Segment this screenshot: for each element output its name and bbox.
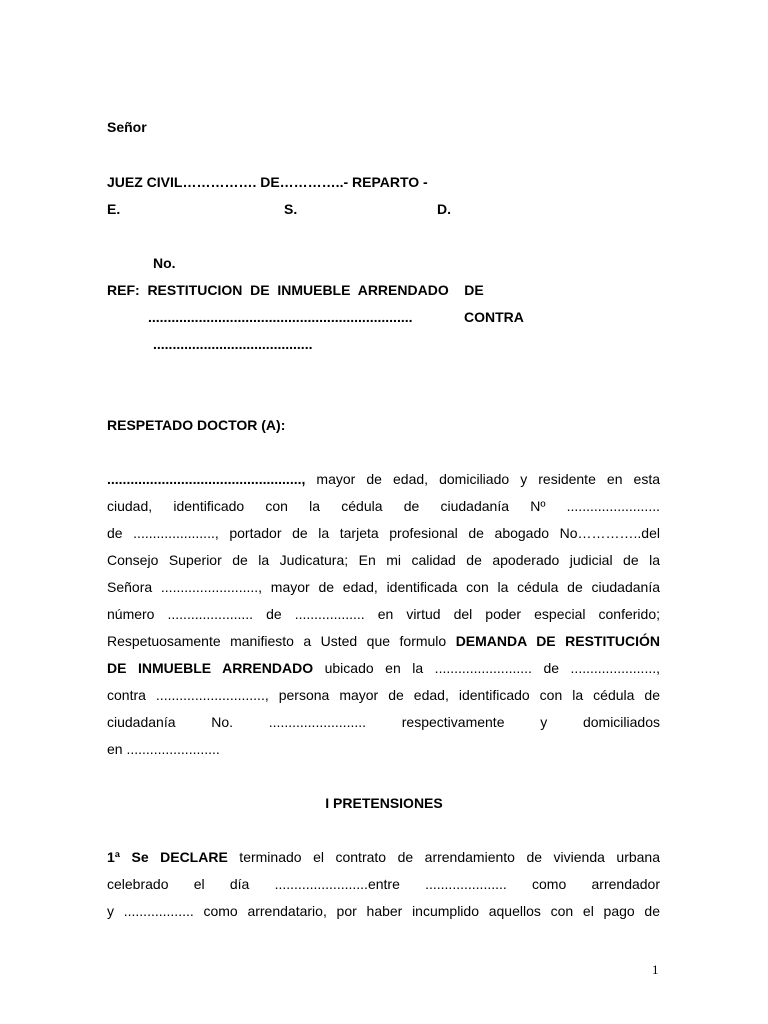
esd-s: S. [284,201,298,217]
body-line-5: Señora ........................., mayor de edad, identificada con la cédula de ciudadanía [107,579,660,595]
body-line-8-rest: ubicado en la ......................... de ......................, [313,660,661,676]
body-line-7-pre: Respetuosamente manifiesto a Usted que formulo [107,633,456,649]
body-line-3: de ....................., portador de la tarjeta profesional de abogado No…………..del [107,525,660,541]
reference-number: No. [153,255,176,271]
body-line-1-rest: mayor de edad, domiciliado y residente en esta [305,471,660,487]
claim-1-bold: Se DECLARE [131,849,228,865]
greeting: RESPETADO DOCTOR (A): [107,417,286,433]
page-number: 1 [652,962,659,977]
body-line-4: Consejo Superior de la Judicatura; En mi calidad de apoderado judicial de la [107,552,660,568]
body-line-6: número ...................... de .................. en virtud del poder especial conferido; [107,606,660,622]
body-line-8 [107,660,660,677]
reference-dots-1: .................................................................... [148,309,413,325]
body-line-7 [107,633,660,650]
claim-1-line-1 [107,849,660,866]
reference-line: REF: RESTITUCION DE INMUEBLE ARRENDADO DE [107,282,484,298]
reference-dots-2: ......................................... [153,336,313,352]
body-line-10: ciudadanía No. ......................... respectivamente y domiciliados [107,714,660,730]
body-line-9: contra ............................, persona mayor de edad, identificado con la cédula de [107,687,660,703]
claim-1-number: 1ª [107,849,120,865]
body-line-11: en ........................ [107,741,220,757]
claim-1-rest: terminado el contrato de arrendamiento de vivienda urbana [227,849,661,865]
claim-1-line-3: y .................. como arrendatario, por haber incumplido aquellos con el pago de [107,903,660,919]
claim-1-line-2: celebrado el día ........................entre ..................... como arrendador [107,876,660,892]
section-title: I PRETENSIONES [325,795,443,811]
salutation: Señor [107,119,147,135]
body-line-7-bold: DEMANDA DE RESTITUCIÓN [455,633,661,649]
body-line-8-bold: DE INMUEBLE ARRENDADO [107,660,314,676]
esd-d: D. [437,201,451,217]
esd-e: E. [107,201,121,217]
body-line-2: ciudad, identificado con la cédula de ciudadanía Nº ........................ [107,498,660,514]
body-line-1 [107,471,660,488]
body-line-1-bold: .................................................., [107,471,306,487]
judge-line: JUEZ CIVIL……………. DE…………..- REPARTO - [107,174,428,190]
reference-contra: CONTRA [464,309,524,325]
